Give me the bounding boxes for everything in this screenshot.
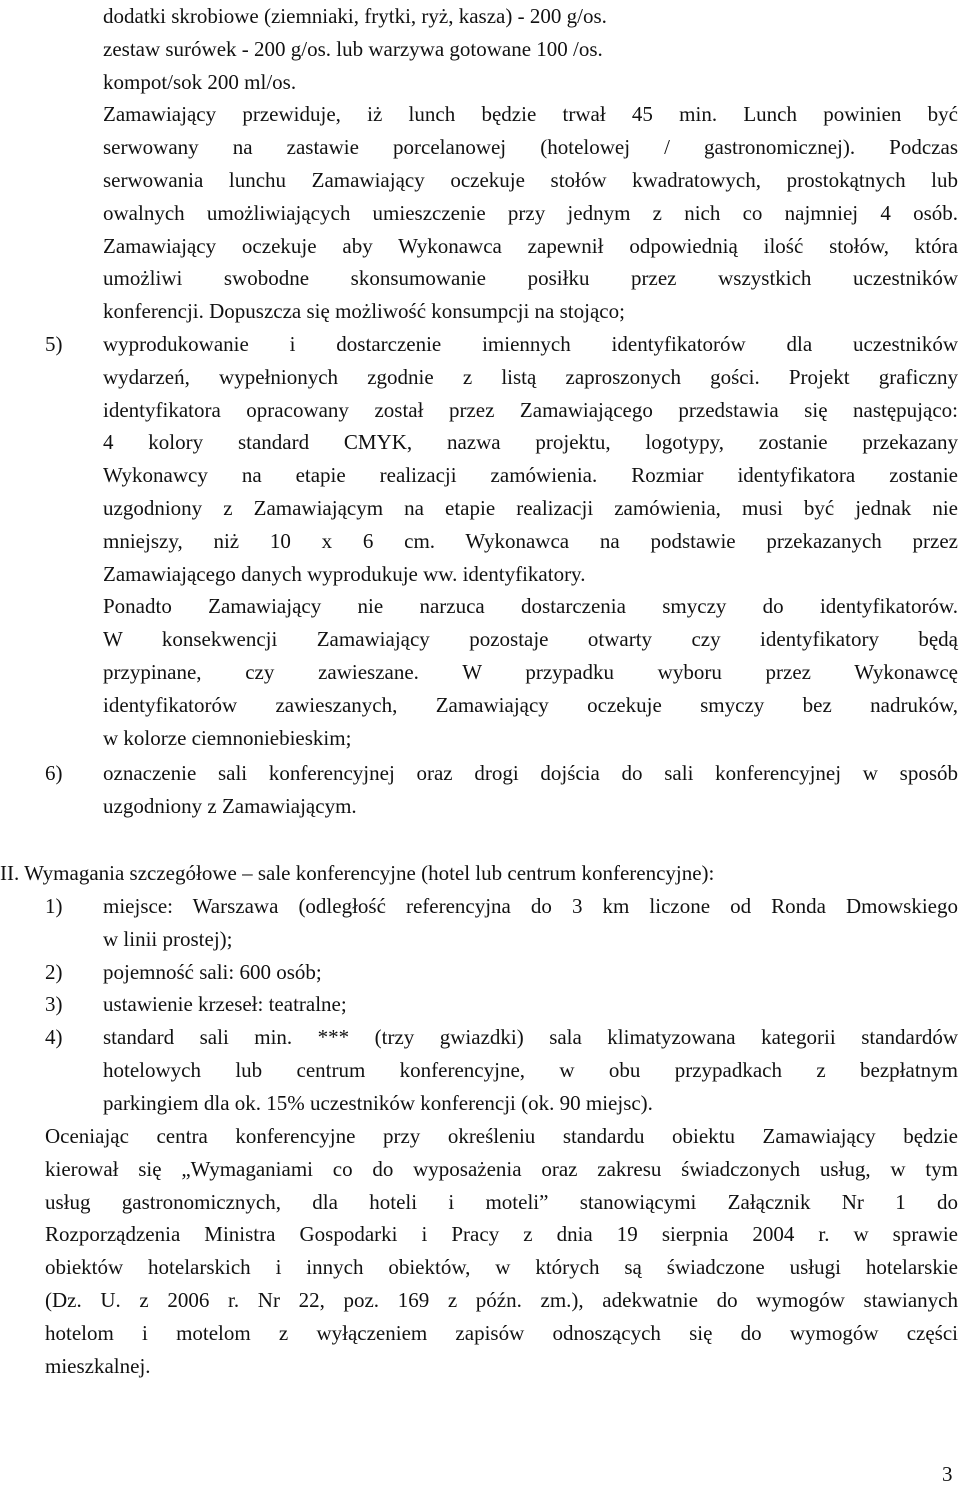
body-line: serwowania lunchu Zamawiający oczekuje stołów kwadratowych, prostokątnych lub [103,168,958,192]
closing-line: obiektów hotelarskich i innych obiektów, w których są świadczone usługi hotelarskie [45,1255,958,1280]
item5-line: identyfikatora opracowany został przez Zamawiającego przedstawia się następująco: [103,397,958,422]
section2-item-line: parkingiem dla ok. 15% uczestników konferencji (ok. 90 miejsc). [103,1090,653,1115]
item5-line: 4 kolory standard CMYK, nazwa projektu, logotypy, zostanie przekazany [103,430,958,455]
item5-line: Wykonawcy na etapie realizacji zamówienia. Rozmiar identyfikatora zostanie [103,463,958,488]
item5-line: uzgodniony z Zamawiającym na etapie realizacji zamówienia, musi być jednak nie [103,496,958,520]
page-number: 3 [942,1462,953,1486]
list-number: 2) [45,959,63,984]
closing-line: hotelom i motelom z wyłączeniem zapisów odnoszących się do wymogów części [45,1320,958,1345]
item5-line: mniejszy, niż 10 x 6 cm. Wykonawca na podstawie przekazanych przez [103,528,958,553]
section2-item-line: hotelowych lub centrum konferencyjne, w obu przypadkach z bezpłatnym [103,1058,958,1082]
item5-line: Ponadto Zamawiający nie narzuca dostarczenia smyczy do identyfikatorów. [103,594,958,619]
list-number: 1) [45,894,63,918]
list-number: 6) [45,761,63,785]
body-line: zestaw surówek - 200 g/os. lub warzywa gotowane 100 /os. [103,36,603,61]
item5-line: przypinane, czy zawieszane. W przypadku wyboru przez Wykonawcę [103,660,958,684]
item6-line: oznaczenie sali konferencyjnej oraz drogi dojścia do sali konferencyjnej w sposób [103,761,958,785]
item5-line: w kolorze ciemnoniebieskim; [103,725,352,750]
list-number: 4) [45,1025,63,1050]
body-line: kompot/sok 200 ml/os. [103,69,297,94]
item5-line: W konsekwencji Zamawiający pozostaje otwarty czy identyfikatory będą [103,627,958,652]
section-2-heading: II. Wymagania szczegółowe – sale konferencyjne (hotel lub centrum konferencyjne): [0,861,715,885]
closing-line: mieszkalnej. [45,1353,151,1378]
body-line: umożliwi swobodne skonsumowanie posiłku przez wszystkich uczestników [103,266,958,291]
item5-line: identyfikatorów zawieszanych, Zamawiający oczekuje smyczy bez nadruków, [103,692,958,717]
item5-line: Zamawiającego danych wyprodukuje ww. identyfikatory. [103,561,586,586]
body-line: owalnych umożliwiających umieszczenie przy jednym z nich co najmniej 4 osób. [103,200,958,225]
item5-line: wydarzeń, wypełnionych zgodnie z listą zaproszonych gości. Projekt graficzny [103,364,958,389]
closing-line: Oceniając centra konferencyjne przy określeniu standardu obiektu Zamawiający będzie [45,1124,958,1148]
item5-line: wyprodukowanie i dostarczenie imiennych identyfikatorów dla uczestników [103,332,958,356]
closing-line: kierował się „Wymaganiami co do wyposażenia oraz zakresu świadczonych usług, w tym [45,1156,958,1181]
body-line: serwowany na zastawie porcelanowej (hotelowej / gastronomicznej). Podczas [103,135,958,160]
section2-item-line: standard sali min. *** (trzy gwiazdki) sala klimatyzowana kategorii standardów [103,1025,958,1050]
list-number: 3) [45,992,63,1017]
item6-line: uzgodniony z Zamawiającym. [103,793,357,818]
body-line: Zamawiający oczekuje aby Wykonawca zapewnił odpowiednią ilość stołów, która [103,233,958,258]
closing-line: Rozporządzenia Ministra Gospodarki i Pracy z dnia 19 sierpnia 2004 r. w sprawie [45,1222,958,1247]
closing-line: (Dz. U. z 2006 r. Nr 22, poz. 169 z późn. zm.), adekwatnie do wymogów stawianych [45,1288,958,1312]
section2-item-line: ustawienie krzeseł: teatralne; [103,992,347,1017]
section2-item-line: miejsce: Warszawa (odległość referencyjna do 3 km liczone od Ronda Dmowskiego [103,894,958,918]
list-number: 5) [45,332,63,356]
section2-item-line: pojemność sali: 600 osób; [103,959,322,984]
body-line: Zamawiający przewiduje, iż lunch będzie trwał 45 min. Lunch powinien być [103,102,958,127]
closing-line: usług gastronomicznych, dla hoteli i moteli” stanowiącymi Załącznik Nr 1 do [45,1189,958,1214]
body-line: dodatki skrobiowe (ziemniaki, frytki, ryż, kasza) - 200 g/os. [103,4,607,28]
body-line: konferencji. Dopuszcza się możliwość konsumpcji na stojąco; [103,299,625,324]
section2-item-line: w linii prostej); [103,926,233,951]
